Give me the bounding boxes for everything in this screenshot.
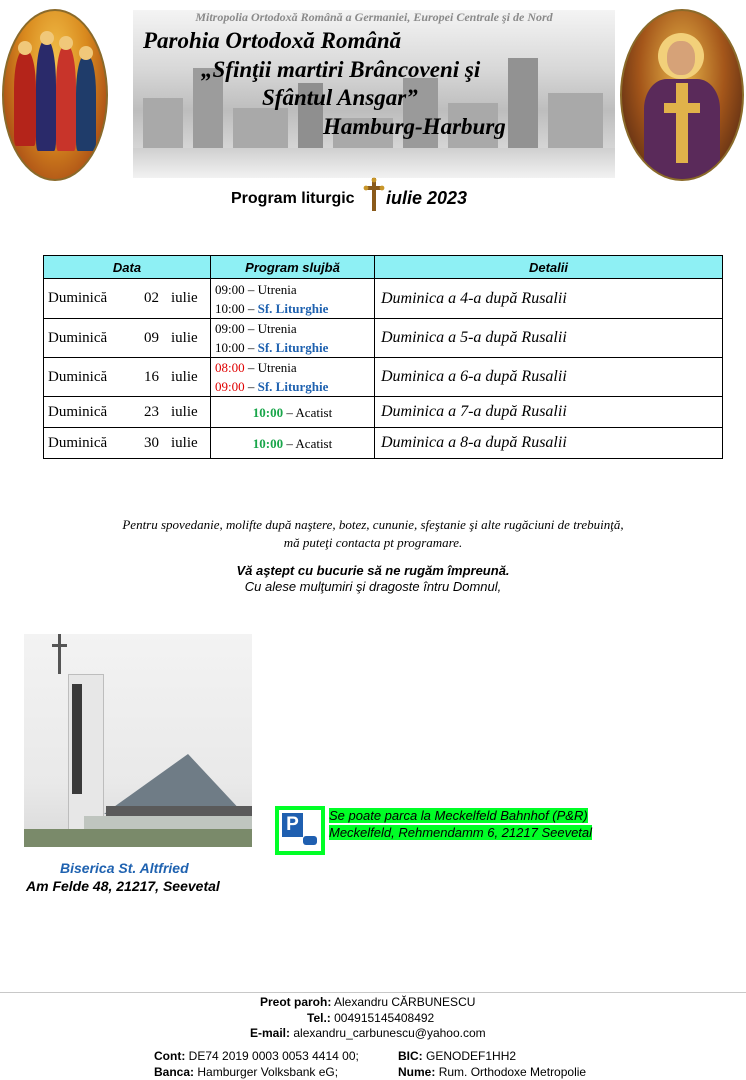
service-time: 08:00 — [215, 360, 245, 375]
program-cell — [211, 319, 375, 358]
holder-name: Rum. Orthodoxe Metropolie — [438, 1065, 587, 1079]
saint-ansgar-icon — [620, 9, 744, 181]
separator: – — [244, 300, 258, 316]
details-cell: Duminica a 5-a după Rusalii — [375, 319, 723, 358]
month: iulie — [171, 290, 198, 306]
separator: – — [244, 281, 258, 297]
priest-name: Alexandru CĂRBUNESCU — [334, 995, 476, 1009]
parish-title: Parohia Ortodoxă Română — [143, 28, 402, 53]
service-name: Acatist — [295, 404, 333, 420]
separator: – — [244, 379, 258, 394]
priest-line — [260, 995, 475, 1009]
month: iulie — [171, 329, 198, 346]
service-time: 09:00 — [215, 281, 245, 297]
bank-line — [154, 1065, 338, 1079]
program-cell — [211, 279, 375, 319]
day: 30 — [144, 434, 159, 451]
details-cell: Duminica a 7-a după Rusalii — [375, 397, 723, 428]
service-time: 09:00 — [215, 321, 245, 336]
service-name: Utrenia — [257, 360, 297, 375]
priest-label: Preot paroh: — [260, 995, 332, 1009]
bic-line — [398, 1049, 516, 1063]
service-name: Utrenia — [257, 281, 297, 297]
weekday: Duminică — [48, 403, 108, 420]
table-row — [44, 319, 723, 358]
date-cell — [44, 319, 211, 358]
tel-label: Tel.: — [307, 1011, 331, 1025]
service-name: Sf. Liturghie — [257, 300, 329, 316]
service-time: 10:00 — [215, 340, 245, 355]
service-time: 10:00 — [252, 404, 284, 420]
account-line — [154, 1049, 359, 1063]
metropolie-title: Mitropolia Ortodoxă Română a Germaniei, Europei Centrale şi de Nord — [195, 10, 553, 24]
day: 02 — [144, 290, 159, 306]
weekday: Duminică — [48, 290, 108, 306]
program-label: Program liturgic — [231, 190, 355, 207]
day: 16 — [144, 368, 159, 385]
holder-line — [398, 1065, 586, 1079]
parking-sign-icon: P — [275, 806, 325, 855]
date-cell — [44, 428, 211, 459]
church-name: Biserica St. Altfried — [60, 860, 189, 876]
email-label: E-mail: — [250, 1026, 291, 1040]
day: 09 — [144, 329, 159, 346]
service-time: 10:00 — [215, 300, 245, 316]
church-address: Am Felde 48, 21217, Seevetal — [26, 878, 220, 894]
invitation-text: Vă aştept cu bucurie să ne rugăm împreună. — [236, 563, 510, 578]
table-header-row — [44, 256, 723, 279]
weekday: Duminică — [48, 329, 108, 346]
footer-divider — [0, 992, 746, 993]
service-name: Utrenia — [257, 321, 297, 336]
service-name: Sf. Liturghie — [257, 340, 329, 355]
confession-note: Pentru spovedanie, molifte după naştere, botez, cununie, sfeştanie şi alte rugăciuni de trebuinţă, — [122, 517, 624, 532]
table-row — [44, 428, 723, 459]
table-row — [44, 279, 723, 319]
program-cell — [211, 358, 375, 397]
details-cell: Duminica a 6-a după Rusalii — [375, 358, 723, 397]
weekday: Duminică — [48, 434, 108, 451]
month: iulie — [171, 368, 198, 385]
church-photo — [24, 634, 252, 847]
details-cell: Duminica a 4-a după Rusalii — [375, 279, 723, 319]
date-cell — [44, 397, 211, 428]
separator: – — [283, 404, 296, 420]
separator: – — [283, 435, 296, 451]
parish-city: Hamburg-Harburg — [323, 114, 506, 139]
program-month: iulie 2023 — [386, 188, 468, 208]
table-row — [44, 397, 723, 428]
account-label: Cont: — [154, 1049, 186, 1063]
bic-label: BIC: — [398, 1049, 423, 1063]
bank-label: Banca: — [154, 1065, 195, 1079]
details-cell: Duminica a 8-a după Rusalii — [375, 428, 723, 459]
parish-saints-line: „Sfinţii martiri Brâncoveni şi — [201, 57, 481, 82]
program-cell — [211, 397, 375, 428]
date-cell — [44, 358, 211, 397]
separator: – — [244, 340, 258, 355]
month: iulie — [171, 434, 198, 451]
email-address[interactable]: alexandru_carbunescu@yahoo.com — [293, 1026, 486, 1040]
weekday: Duminică — [48, 368, 108, 385]
separator: – — [244, 360, 258, 375]
schedule-table — [43, 255, 723, 459]
program-cell — [211, 428, 375, 459]
date-cell — [44, 279, 211, 319]
table-row — [44, 358, 723, 397]
service-time: 09:00 — [215, 379, 245, 394]
bank-name: Hamburger Volksbank eG; — [197, 1065, 339, 1079]
parish-saint-ansgar-line: Sfântul Ansgar” — [262, 85, 418, 110]
regards-text: Cu alese mulţumiri şi dragoste întru Domnul, — [244, 579, 502, 594]
separator: – — [244, 321, 258, 336]
parking-address: Meckelfeld, Rehmendamm 6, 21217 Seevetal — [329, 825, 593, 840]
contact-note: mă puteţi contacta pt programare. — [283, 535, 463, 550]
saints-icon — [2, 9, 108, 181]
service-name: Acatist — [295, 435, 333, 451]
tel-number: 004915145408492 — [334, 1011, 435, 1025]
tel-line — [307, 1011, 434, 1025]
cross-icon — [363, 176, 385, 212]
header-details: Detalii — [375, 256, 723, 279]
email-line — [250, 1026, 486, 1040]
month: iulie — [171, 403, 198, 420]
service-name: Sf. Liturghie — [257, 379, 329, 394]
day: 23 — [144, 403, 159, 420]
holder-label: Nume: — [398, 1065, 436, 1079]
header-program: Program slujbă — [211, 256, 375, 279]
header-date: Data — [44, 256, 211, 279]
account-iban: DE74 2019 0003 0053 4414 00; — [188, 1049, 359, 1063]
parking-info: Se poate parca la Meckelfeld Bahnhof (P&R) — [329, 808, 588, 823]
bic-code: GENODEF1HH2 — [426, 1049, 517, 1063]
service-time: 10:00 — [252, 435, 284, 451]
